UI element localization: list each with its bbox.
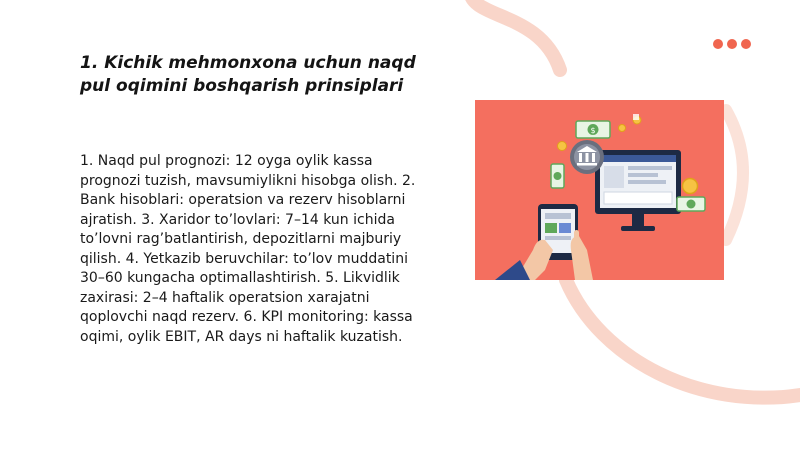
dollar-coin-icon [619,125,626,132]
svg-text:$: $ [590,126,596,135]
monitor-icon [595,150,681,231]
slide-title: 1. Kichik mehmonxona uchun naqd pul oqimini boshqarish prinsiplari [80,53,416,96]
large-soft-arc [470,0,560,70]
finance-illustration [475,100,724,280]
dot [741,39,751,49]
large-soft-arc-lower [566,280,800,398]
bank-icon [570,140,604,174]
dollar-bill-icon [576,121,610,138]
dollar-coin-icon [683,179,698,194]
dollar-bill-icon [551,164,564,188]
soft-arc-right [726,110,743,240]
dot [727,39,737,49]
slide-body-text: 1. Naqd pul prognozi: 12 oyga oylik kassa prognozi tuzish, mavsumiylikni hisobga olish. 2. Bank hisoblari: operatsion va rezerv hisoblarni ajratish. 3. Xaridor to’lovlari: 7–14 kun ichida to’lovni rag’batlantirish, depozitlarni majburiy qilish. 4. Yetkazib beruvchilar: to’lov muddatini 30–60 kungacha optimallashtirish. 5. Likvidlik zaxirasi: 2–4 haftalik operatsion xarajatni qoplovchi naqd rezerv. 6. KPI monitoring: kassa oqimi, oylik EBIT, AR days ni haftalik kuzatish. [80,153,416,345]
dot [713,39,723,49]
illustration-art [475,100,724,280]
dollar-bill-icon [677,197,705,211]
dollar-coin-icon [558,142,567,151]
decorative-dots [713,39,751,49]
